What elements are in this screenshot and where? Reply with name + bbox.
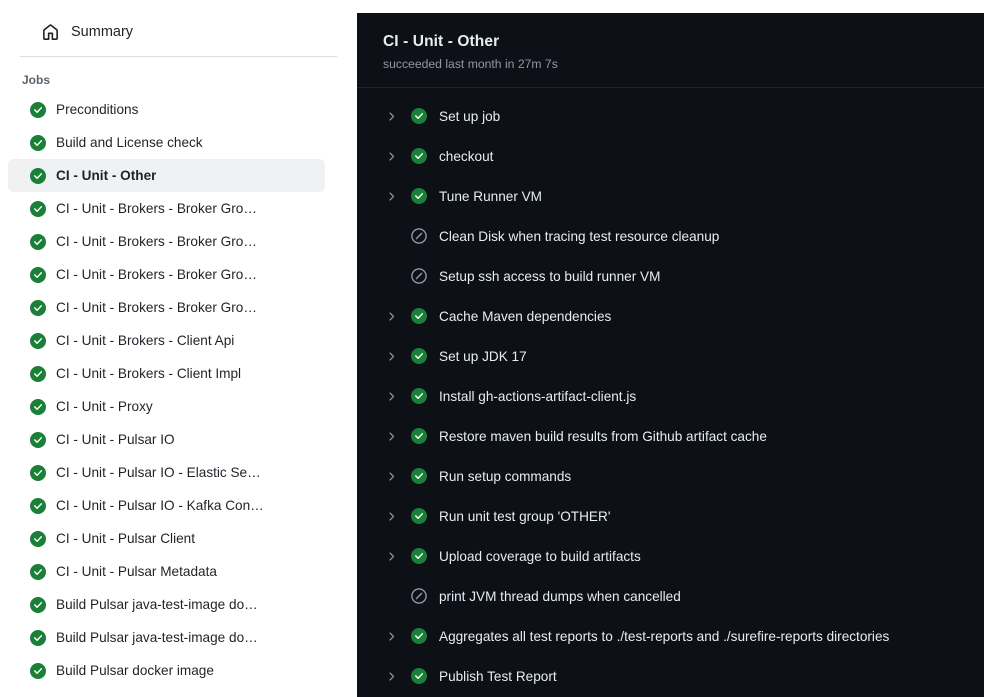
check-circle-icon (411, 308, 427, 324)
check-circle-icon (30, 366, 46, 382)
sidebar-job-label: Build and License check (56, 135, 203, 150)
check-circle-icon (30, 102, 46, 118)
check-circle-icon (30, 597, 46, 613)
log-step-row[interactable] (357, 576, 984, 616)
check-circle-icon (30, 333, 46, 349)
job-status-summary: succeeded last month in 27m 7s (383, 57, 558, 71)
log-step-row[interactable] (357, 336, 984, 376)
home-icon (42, 24, 59, 41)
sidebar-job-label: CI - Unit - Pulsar IO - Kafka Con… (56, 498, 264, 513)
log-step-row[interactable] (357, 296, 984, 336)
sidebar-job-item[interactable] (8, 159, 325, 192)
sidebar-job-label: Preconditions (56, 102, 139, 117)
chevron-right-icon[interactable] (383, 351, 399, 362)
log-step-row[interactable] (357, 176, 984, 216)
log-step-row[interactable] (357, 616, 984, 656)
check-circle-icon (30, 201, 46, 217)
sidebar-job-item[interactable] (8, 390, 325, 423)
chevron-right-icon[interactable] (383, 631, 399, 642)
log-step-label: Tune Runner VM (439, 188, 543, 204)
log-step-label: Publish Test Report (439, 668, 557, 684)
check-circle-icon (30, 663, 46, 679)
chevron-right-icon[interactable] (383, 431, 399, 442)
sidebar-job-item[interactable] (8, 192, 325, 225)
check-circle-icon (30, 564, 46, 580)
log-step-label: Setup ssh access to build runner VM (439, 268, 661, 284)
check-circle-icon (30, 432, 46, 448)
sidebar-job-item[interactable] (8, 291, 325, 324)
check-circle-icon (411, 188, 427, 204)
skip-circle-icon (411, 588, 427, 604)
sidebar-job-label: Build Pulsar java-test-image do… (56, 630, 258, 645)
sidebar-job-item[interactable] (8, 324, 325, 357)
sidebar-job-label: CI - Unit - Brokers - Client Api (56, 333, 235, 348)
check-circle-icon (411, 468, 427, 484)
log-step-row[interactable] (357, 376, 984, 416)
log-step-label: Set up JDK 17 (439, 348, 527, 364)
job-title: CI - Unit - Other (383, 33, 500, 50)
log-step-row[interactable] (357, 656, 984, 696)
log-step-row[interactable] (357, 96, 984, 136)
log-step-label: Aggregates all test reports to ./test-reports and ./surefire-reports directories (439, 628, 890, 644)
log-step-label: Cache Maven dependencies (439, 308, 612, 324)
log-step-label: Restore maven build results from Github artifact cache (439, 428, 767, 444)
log-step-label: Run unit test group 'OTHER' (439, 508, 611, 524)
log-step-row[interactable] (357, 216, 984, 256)
check-circle-icon (30, 498, 46, 514)
check-circle-icon (411, 428, 427, 444)
check-circle-icon (411, 148, 427, 164)
sidebar-item-summary[interactable] (20, 8, 337, 57)
log-step-label: Set up job (439, 108, 501, 124)
chevron-right-icon[interactable] (383, 471, 399, 482)
check-circle-icon (30, 531, 46, 547)
check-circle-icon (30, 135, 46, 151)
log-step-label: Upload coverage to build artifacts (439, 548, 641, 564)
log-step-label: checkout (439, 148, 494, 164)
check-circle-icon (411, 388, 427, 404)
sidebar-job-item[interactable] (8, 654, 325, 687)
sidebar-job-label: CI - Unit - Pulsar IO (56, 432, 175, 447)
check-circle-icon (411, 628, 427, 644)
chevron-right-icon[interactable] (383, 551, 399, 562)
check-circle-icon (30, 234, 46, 250)
sidebar-job-label: CI - Unit - Other (56, 168, 157, 183)
log-step-label: print JVM thread dumps when cancelled (439, 588, 681, 604)
sidebar-job-item[interactable] (8, 126, 325, 159)
check-circle-icon (30, 267, 46, 283)
log-step-row[interactable] (357, 536, 984, 576)
sidebar-job-label: Build Pulsar docker image (56, 663, 214, 678)
sidebar-job-label: CI - Unit - Pulsar Metadata (56, 564, 217, 579)
jobs-section-header: Jobs (22, 73, 51, 87)
log-console (357, 13, 984, 697)
sidebar-job-item[interactable] (8, 93, 325, 126)
job-log-panel (357, 0, 984, 697)
sidebar-job-label: CI - Unit - Brokers - Broker Gro… (56, 267, 257, 282)
sidebar-job-label: CI - Unit - Pulsar Client (56, 531, 195, 546)
log-header (357, 13, 984, 88)
log-step-row[interactable] (357, 496, 984, 536)
log-step-row[interactable] (357, 416, 984, 456)
log-step-label: Run setup commands (439, 468, 572, 484)
sidebar-job-item[interactable] (8, 522, 325, 555)
sidebar-job-label: CI - Unit - Brokers - Client Impl (56, 366, 242, 381)
sidebar-job-label: CI - Unit - Proxy (56, 399, 153, 414)
chevron-right-icon[interactable] (383, 111, 399, 122)
sidebar-job-label: CI - Unit - Brokers - Broker Gro… (56, 234, 257, 249)
sidebar-summary-label: Summary (71, 24, 134, 40)
chevron-right-icon[interactable] (383, 311, 399, 322)
check-circle-icon (411, 668, 427, 684)
sidebar-job-item[interactable] (8, 258, 325, 291)
sidebar-job-item[interactable] (8, 489, 325, 522)
sidebar-job-item[interactable] (8, 456, 325, 489)
check-circle-icon (411, 348, 427, 364)
jobs-sidebar (0, 0, 357, 697)
job-list (0, 93, 357, 687)
step-list (357, 88, 984, 696)
chevron-right-icon[interactable] (383, 671, 399, 682)
check-circle-icon (411, 108, 427, 124)
log-step-label: Clean Disk when tracing test resource cleanup (439, 228, 720, 244)
check-circle-icon (30, 399, 46, 415)
chevron-right-icon[interactable] (383, 151, 399, 162)
check-circle-icon (30, 300, 46, 316)
sidebar-job-item[interactable] (8, 555, 325, 588)
sidebar-job-item[interactable] (8, 621, 325, 654)
sidebar-job-label: CI - Unit - Brokers - Broker Gro… (56, 300, 257, 315)
check-circle-icon (30, 630, 46, 646)
check-circle-icon (30, 168, 46, 184)
sidebar-job-item[interactable] (8, 357, 325, 390)
log-step-row[interactable] (357, 136, 984, 176)
log-step-label: Install gh-actions-artifact-client.js (439, 388, 637, 404)
skip-circle-icon (411, 268, 427, 284)
chevron-right-icon[interactable] (383, 391, 399, 402)
check-circle-icon (411, 508, 427, 524)
chevron-right-icon[interactable] (383, 511, 399, 522)
sidebar-job-item[interactable] (8, 588, 325, 621)
sidebar-job-label: CI - Unit - Pulsar IO - Elastic Se… (56, 465, 261, 480)
skip-circle-icon (411, 228, 427, 244)
log-step-row[interactable] (357, 256, 984, 296)
sidebar-job-label: CI - Unit - Brokers - Broker Gro… (56, 201, 257, 216)
sidebar-job-label: Build Pulsar java-test-image do… (56, 597, 258, 612)
sidebar-job-item[interactable] (8, 225, 325, 258)
sidebar-job-item[interactable] (8, 423, 325, 456)
check-circle-icon (411, 548, 427, 564)
chevron-right-icon[interactable] (383, 191, 399, 202)
check-circle-icon (30, 465, 46, 481)
log-step-row[interactable] (357, 456, 984, 496)
